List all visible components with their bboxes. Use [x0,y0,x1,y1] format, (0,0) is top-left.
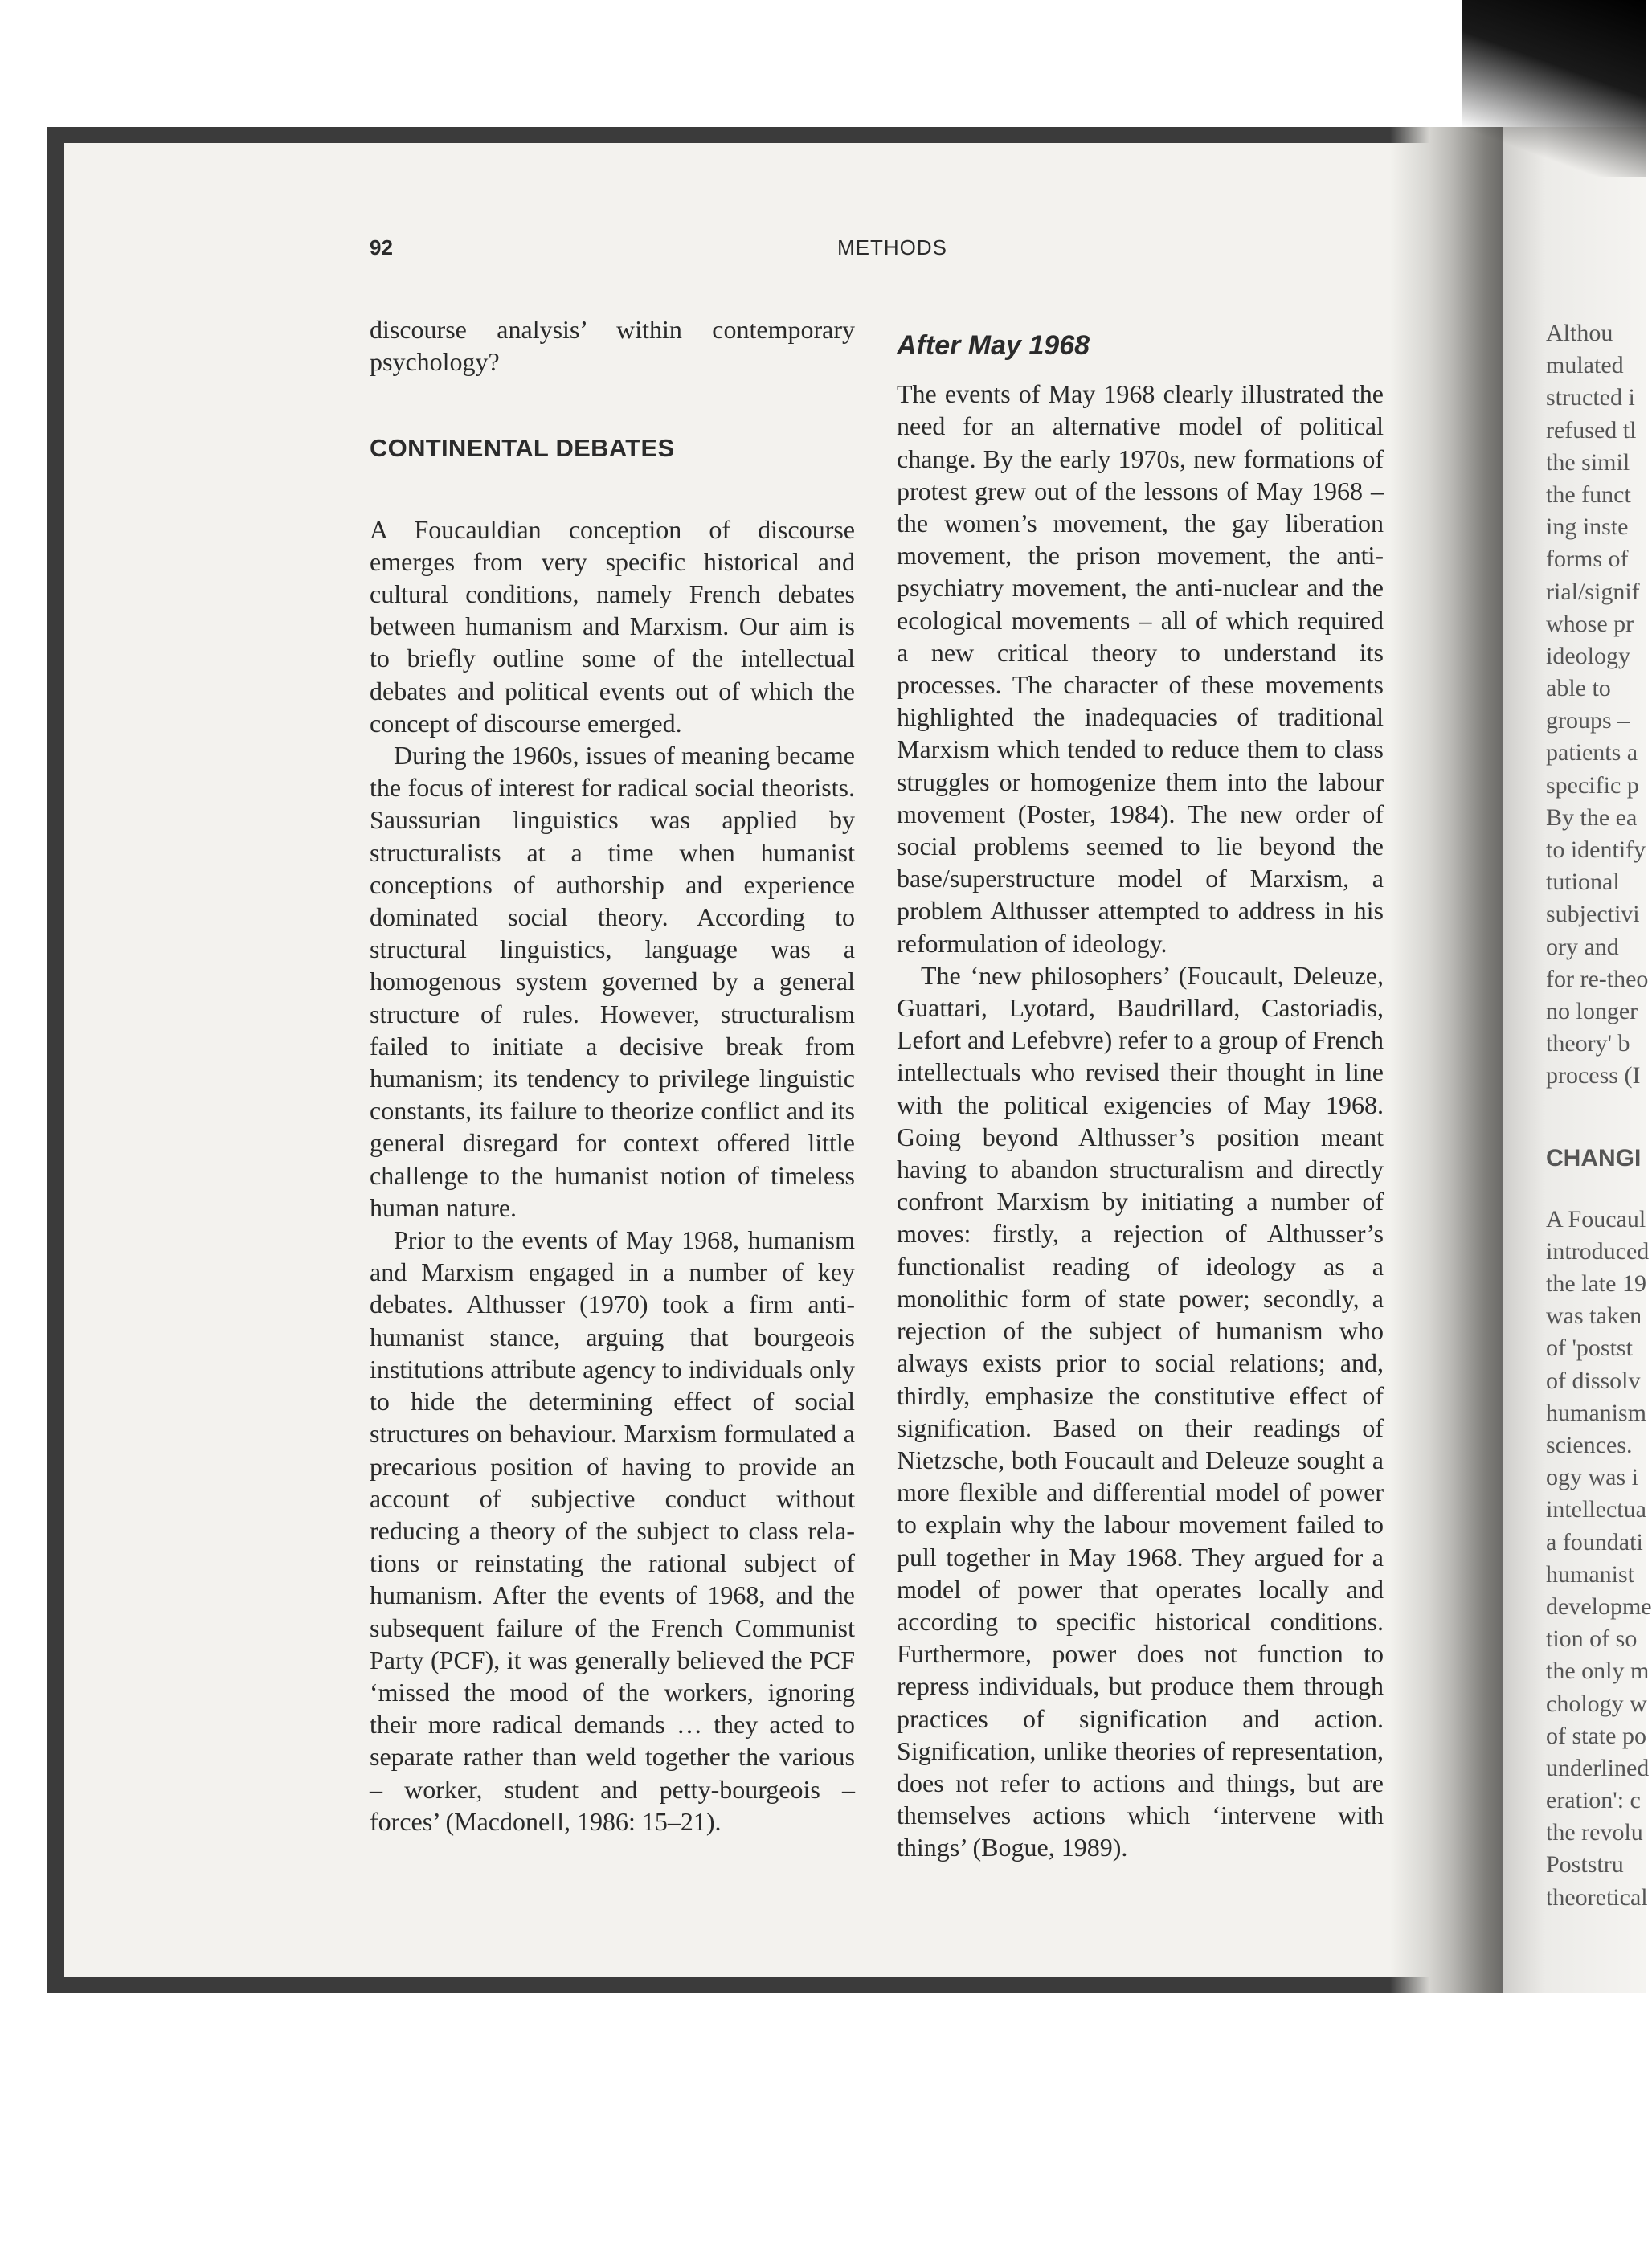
facing-page-line: ogy was i [1546,1464,1638,1491]
book-gutter [1390,127,1503,1993]
facing-page-line: eration': c [1546,1787,1641,1814]
facing-page-line: ideology [1546,642,1630,669]
facing-page-line: groups – [1546,707,1630,734]
facing-page-line: Poststru [1546,1851,1624,1879]
right-column [897,313,1384,1864]
facing-page-lines-bottom [1546,1204,1652,1914]
page-shadow [1462,0,1646,177]
facing-page-line: of state po [1546,1722,1646,1749]
paragraph: discourse analysis’ within contemporary psychology? [370,315,855,377]
facing-page-line: sciences. [1546,1432,1633,1458]
facing-page-line: rial/signif [1546,578,1640,605]
paragraph: The events of May 1968 clearly illustrated the need for an alternative model of political change. By the early 1970s, new formations of protest grew out of the lessons of May 1968 – the women’s movement, the gay liberation movement, the prison movement, the anti-psychiatry movement, the anti-nuclear and the ecological movements – all of which required a new critical theory to understand its processes. The character of these movements highlighted the inadequacies of traditional Marxism which tended to reduce them to class struggles or homogenize them into the labour movement (Poster, 1984). The new order of social problems seemed to lie beyond the base/superstructure model of Marxism, a problem Althusser attempted to address in his reformulation of ideology. [897,379,1384,958]
facing-page-line: structed i [1546,384,1635,411]
page-number: 92 [370,235,393,260]
facing-page-line: refused tl [1546,416,1637,444]
facing-page-line: the funct [1546,480,1631,508]
facing-page-line: theory' b [1546,1030,1630,1057]
paragraph: During the 1960s, issues of meaning became the focus of interest for radical social theorists. Saussurian linguistics was applied by structuralists at a time when humanist conceptions of authorship and experience dominated social theory. According to structural linguistics, language was a homogenous system governed by a general structure of rules. However, structuralism failed to initiate a decisive break from humanism; its tendency to privilege linguistic constants, its failure to theorize conflict and its general disregard for context offered little challenge to the humanist notion of timeless human nature. [370,741,855,1222]
facing-page-line: whose pr [1546,610,1634,637]
facing-page-line: theoretical [1546,1883,1648,1911]
facing-page-line: no longer [1546,997,1638,1024]
facing-page-line: the revolu [1546,1819,1643,1846]
facing-page-line: of 'postst [1546,1335,1633,1362]
facing-page-line: humanist [1546,1560,1634,1588]
facing-page-line: ing inste [1546,513,1629,541]
facing-page-text [1527,305,1652,1911]
facing-page-line: By the ea [1546,803,1638,831]
facing-page-line: underlined [1546,1754,1650,1781]
paragraph: Prior to the events of May 1968, humanism and Marxism engaged in a number of key debates. Althusser (1970) took a firm anti-humanist stance, arguing that bourgeois institutions attribute agency to individuals only to hide the determining effect of social structures on behaviour. Marxism formulated a precarious position of having to provide an account of subjective conduct without reducing a theory of the subject to class relations or reinstating the rational subject of humanism. After the events of 1968, and the subsequent failure of the French Communist Party (PCF), it was generally believed the PCF ‘missed the mood of the workers, ignoring their more radical demands … they acted to separate rather than weld together the various – worker, student and petty-bourgeois – forces’ (Macdonell, 1986: 15–21). [370,1225,855,1836]
running-title: METHODS [837,235,947,260]
facing-page-line: a foundati [1546,1528,1643,1556]
facing-page-line: the only m [1546,1658,1650,1685]
facing-page-line: the simil [1546,448,1630,476]
facing-page-line: for re-theo [1546,965,1649,992]
facing-page-line: Althou [1546,320,1613,346]
facing-page-line: was taken [1546,1302,1642,1330]
facing-page-heading: CHANGI [1546,1144,1642,1171]
facing-page-line: to identify [1546,836,1646,863]
facing-page-line: specific p [1546,771,1639,799]
facing-page-line: developme [1546,1592,1652,1620]
facing-page-line: intellectua [1546,1496,1646,1523]
facing-page-lines-top [1546,317,1652,1093]
facing-page-line: process (I [1546,1062,1641,1090]
facing-page-line: chology w [1546,1690,1647,1717]
subsection-heading: After May 1968 [897,330,1090,361]
section-heading: CONTINENTAL DEBATES [370,434,675,463]
facing-page-line: humanism [1546,1399,1646,1426]
paragraph: A Foucauldian conception of discourse emerges from very specific historical and cultural conditions, namely French debates between humanism and Marxism. Our aim is to briefly outline some of the intellectual debates and political events out of which the concept of discourse emerged. [370,514,855,738]
facing-page-line: subjectivi [1546,901,1640,928]
facing-page-line: tion of so [1546,1625,1638,1653]
facing-page-line: patients a [1546,739,1638,767]
facing-page-line: forms of [1546,546,1629,573]
facing-page-line: of dissolv [1546,1367,1641,1394]
paragraph: The ‘new philosophers’ (Foucault, Deleuze, Guattari, Lyotard, Baudrillard, Castoriadis, Lefort and Lefebvre) refer to a group of French intellectuals who revised their thought in line with the political exigencies of May 1968. Going beyond Althusser’s position meant having to abandon structuralism and directly confront Marxism by initiating a number of moves: firstly, a rejection of Althusser’s functionalist reading of ideology as a monolithic form of state power; secondly, a rejection of the subject of humanism who always exists prior to social relations; and, thirdly, emphasize the constitutive effect of signification. Based on their readings of Nietzsche, both Foucault and Deleuze sought a more flexible and differential model of power to explain why the labour movement failed to pull together in May 1968. They argued for a model of power that operates locally and according to specific historical conditions. Furthermore, power does not function to repress individuals, but produce them through practices of signification and action. Signification, unlike theories of representation, does not refer to actions and things, but are themselves actions which ‘intervene with things’ (Bogue, 1989). [897,960,1384,1862]
facing-page-line: introduced [1546,1237,1650,1265]
facing-page-line: the late 19 [1546,1270,1646,1298]
facing-page-line: ory and [1546,933,1619,960]
left-column [370,313,855,1838]
facing-page-line: tutional [1546,869,1620,896]
facing-page-line: A Foucaul [1546,1205,1646,1233]
facing-page-line: mulated [1546,352,1624,379]
facing-page-line: able to [1546,675,1611,702]
